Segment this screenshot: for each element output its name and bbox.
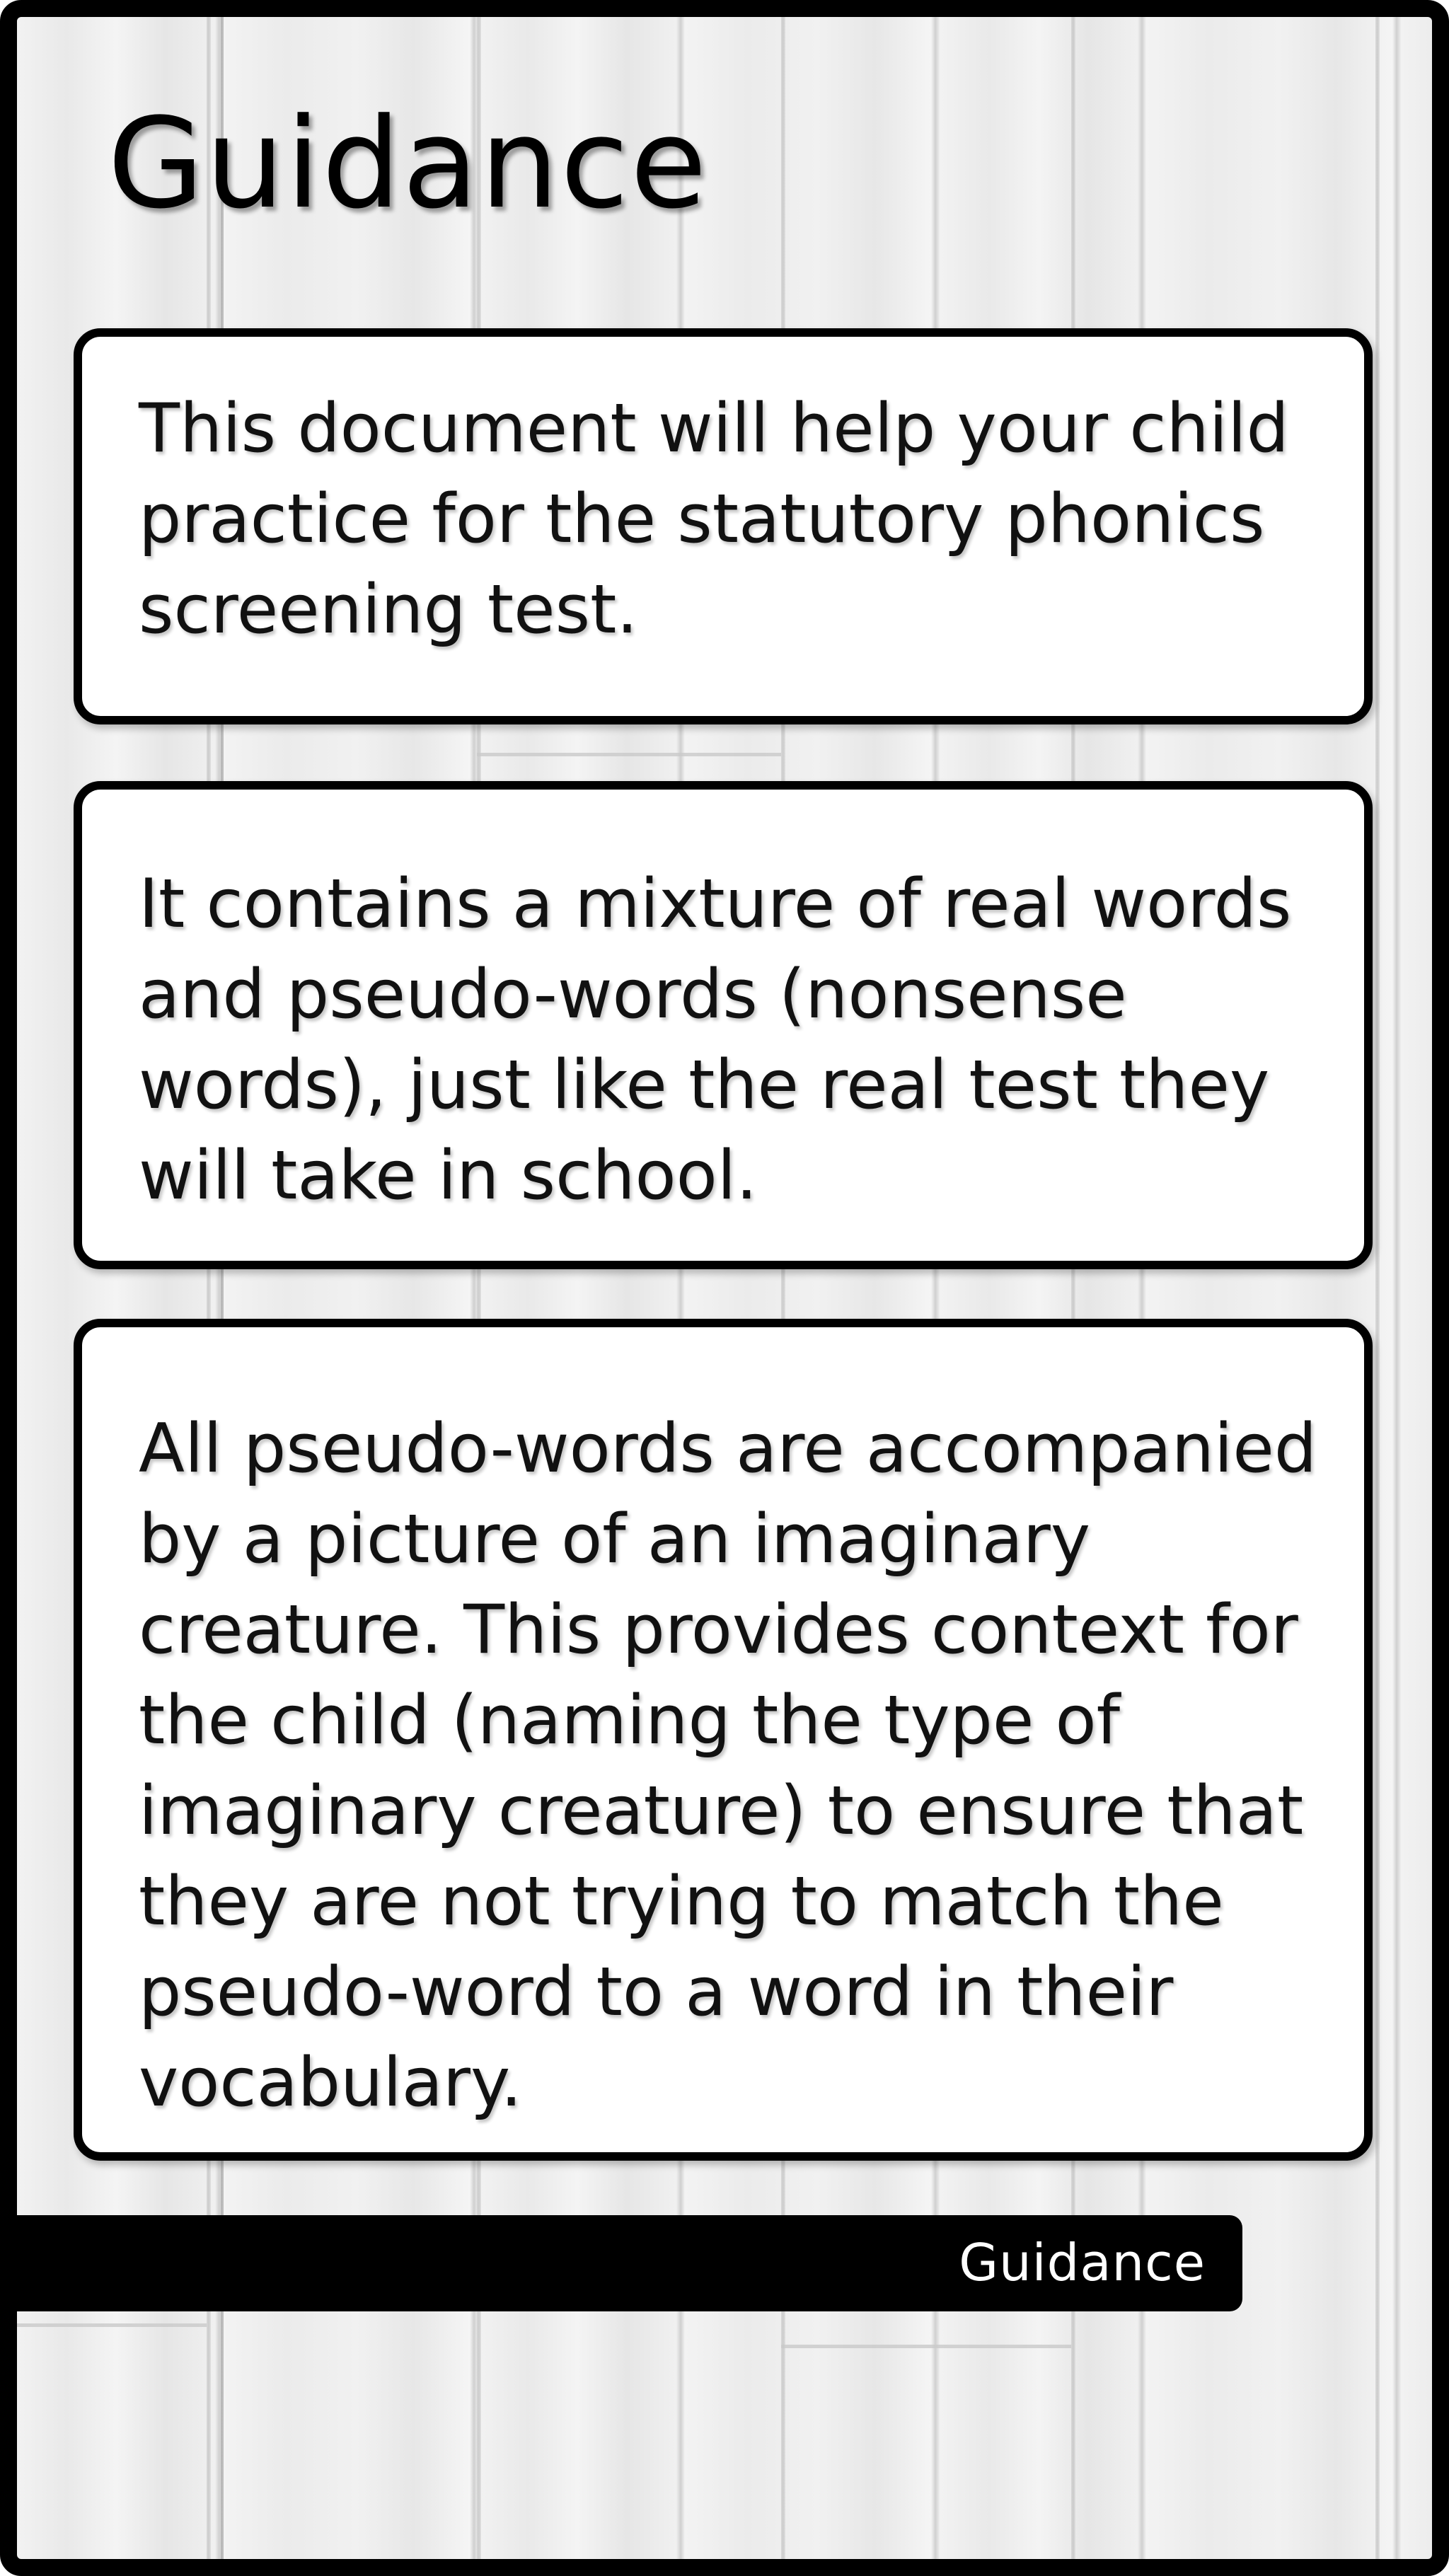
page-title: Guidance xyxy=(108,91,708,236)
guidance-card-pseudo-words xyxy=(74,1319,1373,2161)
guidance-card-text: It contains a mixture of real words and pseudo-words (nonsense words), just like the real test they will take in school. xyxy=(139,865,1292,1215)
wood-plank-joint xyxy=(17,2323,207,2327)
footer-bar xyxy=(17,2215,1242,2311)
guidance-card-purpose xyxy=(74,328,1373,724)
guidance-card-text: This document will help your child practice for the statutory phonics screening test. xyxy=(139,390,1289,649)
footer-label: Guidance xyxy=(959,2233,1206,2292)
guidance-card-text: All pseudo-words are accompanied by a picture of an imaginary creature. This provides context for the child (naming the type of imaginary creature) to ensure that they are not trying to match the pseudo-word to a word in their vocabulary. xyxy=(139,1410,1317,2122)
guidance-card-contents xyxy=(74,781,1373,1269)
wood-plank-seam xyxy=(1375,17,1380,2559)
wood-plank-joint xyxy=(781,2345,1071,2348)
wood-plank-joint xyxy=(477,753,781,756)
